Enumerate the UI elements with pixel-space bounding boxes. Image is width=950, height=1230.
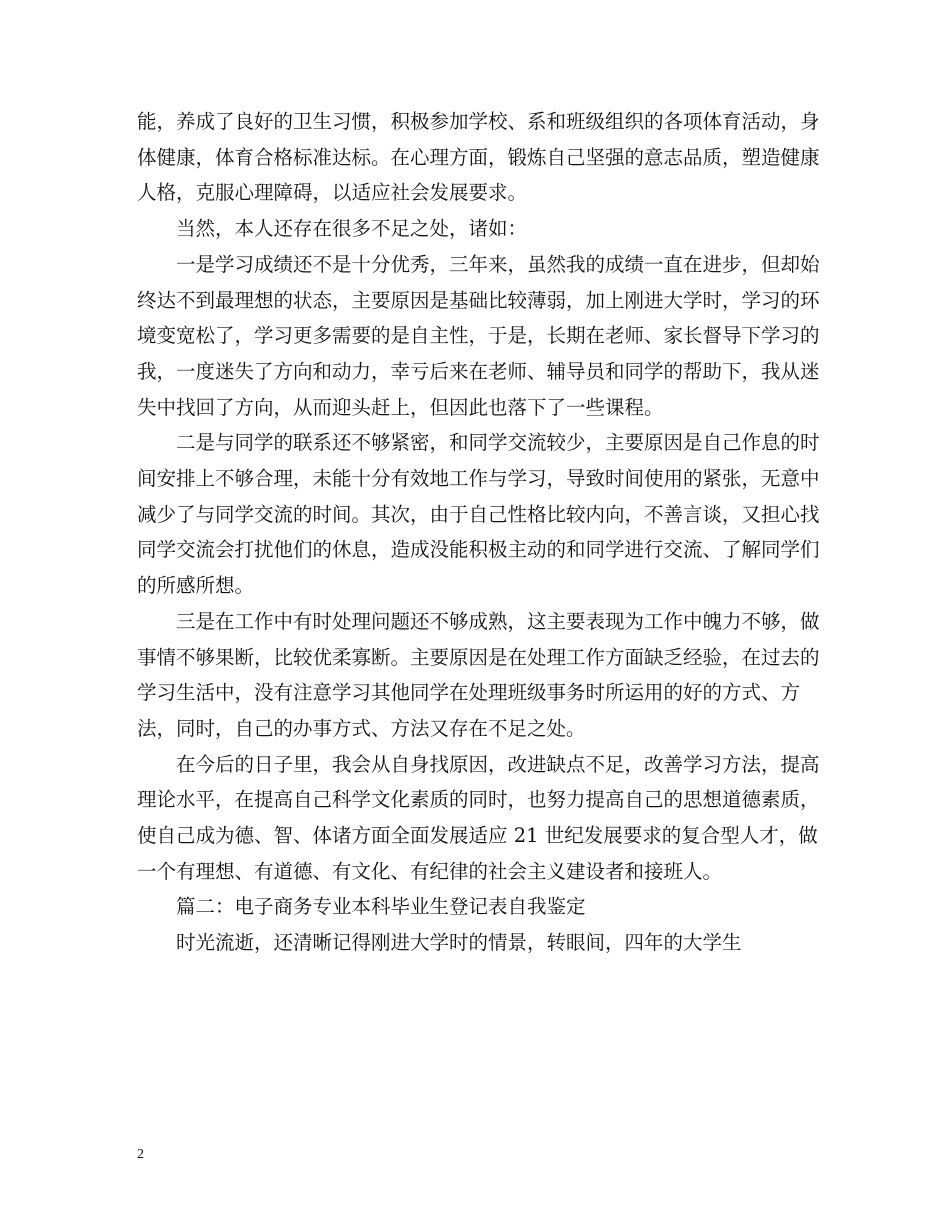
paragraph-shortcoming-classmates: 二是与同学的联系还不够紧密，和同学交流较少，主要原因是自己作息的时间安排上不够合理，未能十分有效地工作与学习，导致时间使用的紧张，无意中减少了与同学交流的时间。其次，由于自己性格比较内向，不善言谈，又担心找同学交流会打扰他们的休息，造成没能积极主动的和同学进行交流、了解同学们的所感所想。: [137, 431, 820, 598]
paragraph-shortcomings-intro: 当然，本人还存在很多不足之处，诸如：: [137, 217, 528, 241]
page-number: 2: [137, 1147, 144, 1162]
section-heading: 篇二：电子商务专业本科毕业生登记表自我鉴定: [137, 895, 586, 919]
paragraph-future-plans: 在今后的日子里，我会从自身找原因，改进缺点不足，改善学习方法，提高理论水平，在提高自己科学文化素质的同时，也努力提高自己的思想道德素质，使自己成为德、智、体诸方面全面发展适应 21 世纪发展要求的复合型人才，做一个有理想、有道德、有文化、有纪律的社会主义建设者和接班人。: [137, 752, 820, 883]
paragraph-shortcoming-work: 三是在工作中有时处理问题还不够成熟，这主要表现为工作中魄力不够，做事情不够果断，比较优柔寡断。主要原因是在处理工作方面缺乏经验，在过去的学习生活中，没有注意学习其他同学在处理班级事务时所运用的好的方式、方法，同时，自己的办事方式、方法又存在不足之处。: [137, 609, 820, 740]
body-text: [137, 104, 837, 961]
paragraph-section-two-start: 时光流逝，还清晰记得刚进大学时的情景，转眼间，四年的大学生: [137, 931, 742, 955]
paragraph-health-continuation: 能，养成了良好的卫生习惯，积极参加学校、系和班级组织的各项体育活动，身体健康，体育合格标准达标。在心理方面，锻炼自己坚强的意志品质，塑造健康人格，克服心理障碍，以适应社会发展要求。: [137, 110, 820, 205]
paragraph-shortcoming-study: 一是学习成绩还不是十分优秀，三年来，虽然我的成绩一直在进步，但却始终达不到最理想的状态，主要原因是基础比较薄弱，加上刚进大学时，学习的环境变宽松了，学习更多需要的是自主性，于是，长期在老师、家长督导下学习的我，一度迷失了方向和动力，幸亏后来在老师、辅导员和同学的帮助下，我从迷失中找回了方向，从而迎头赶上，但因此也落下了一些课程。: [137, 252, 820, 419]
